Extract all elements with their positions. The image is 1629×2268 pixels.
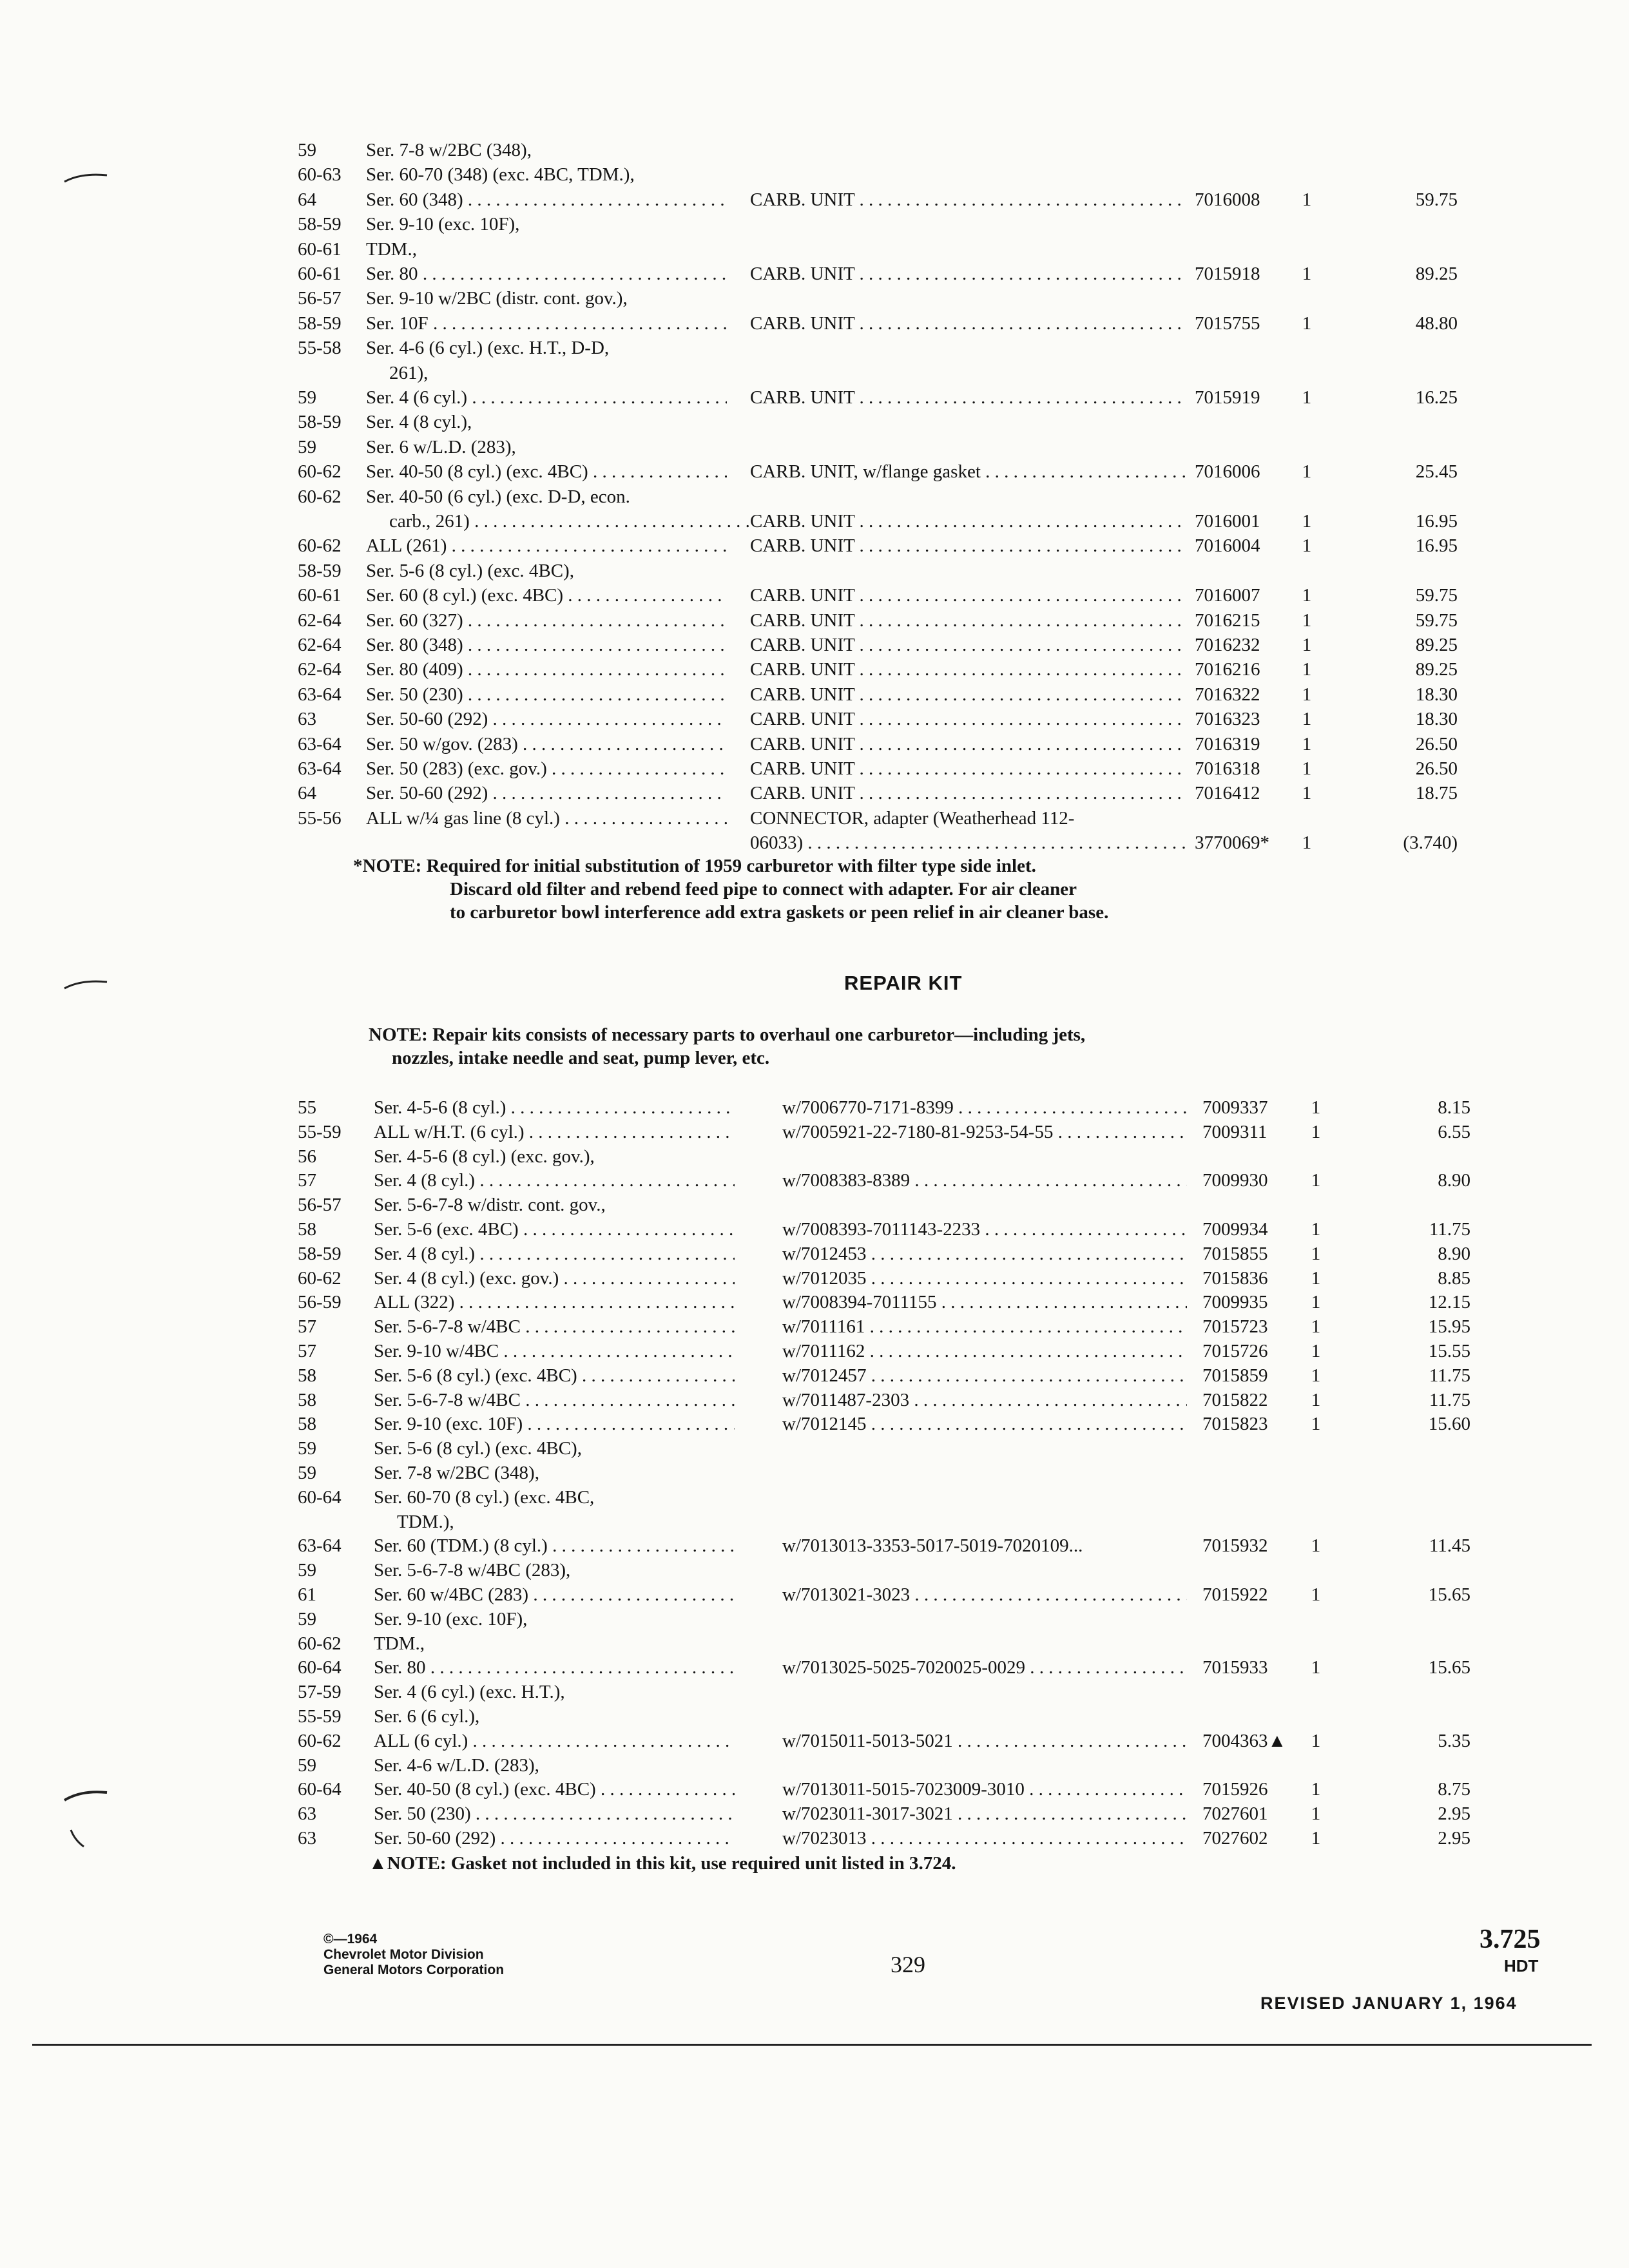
part-description: CARB. UNIT . . . (750, 608, 1187, 633)
price: 48.80 (1415, 312, 1458, 334)
quantity: 1 (1302, 709, 1312, 730)
part-number: 7016004 (1195, 535, 1260, 557)
price: 18.30 (1415, 684, 1458, 705)
application: Ser. 5-6 (8 cyl.) (exc. 4BC), (374, 1438, 582, 1459)
quantity: 1 (1311, 1584, 1321, 1605)
quantity: 1 (1311, 1365, 1321, 1386)
part-number: 7015926 (1202, 1779, 1268, 1800)
year-range: 58-59 (298, 214, 342, 235)
application: Ser. 9-10 w/4BC . . . (374, 1339, 735, 1363)
quantity: 1 (1311, 1341, 1321, 1361)
quantity: 1 (1302, 387, 1312, 408)
application: Ser. 80 (409) . . . (366, 657, 727, 682)
binder-mark-middle (62, 974, 113, 994)
application: TDM., (374, 1633, 425, 1654)
application: Ser. 60-70 (348) (exc. 4BC, TDM.), (366, 164, 635, 186)
part-description: CARB. UNIT . . . (750, 682, 1187, 707)
year-range: 59 (298, 1560, 316, 1581)
quantity: 1 (1311, 1389, 1321, 1410)
year-range: 59 (298, 140, 316, 160)
part-number: 7027601 (1202, 1803, 1268, 1825)
price: 15.60 (1428, 1414, 1470, 1435)
part-number: 7015919 (1195, 387, 1260, 408)
part-description: CARB. UNIT . . . (750, 533, 1187, 558)
part-number: 7016006 (1195, 461, 1260, 483)
price: 26.50 (1415, 758, 1458, 779)
quantity: 1 (1311, 1779, 1321, 1800)
quantity: 1 (1302, 635, 1312, 655)
application: Ser. 60 w/4BC (283) . . . (374, 1582, 735, 1607)
price: 15.65 (1428, 1657, 1470, 1678)
price: 89.25 (1415, 264, 1458, 284)
part-description: w/7023011-3017-3021 . . . (782, 1802, 1187, 1826)
application: Ser. 80 (348) . . . (366, 633, 727, 657)
part-number: 7016319 (1195, 733, 1260, 754)
price: 8.90 (1438, 1243, 1470, 1264)
price: 15.55 (1428, 1341, 1470, 1361)
application: Ser. 50 (230) . . . (374, 1802, 735, 1826)
price: 8.90 (1438, 1170, 1470, 1191)
quantity: 1 (1302, 758, 1312, 779)
quantity: 1 (1311, 1243, 1321, 1264)
application: Ser. 9-10 w/2BC (distr. cont. gov.), (366, 288, 628, 309)
price: 16.95 (1415, 535, 1458, 557)
application: ALL (322) . . . (374, 1290, 735, 1314)
quantity: 1 (1302, 733, 1312, 754)
part-description: CARB. UNIT . . . (750, 262, 1187, 286)
price: 89.25 (1415, 635, 1458, 655)
part-number: 7015922 (1202, 1584, 1268, 1605)
part-number: 7015918 (1195, 264, 1260, 284)
part-description: CARB. UNIT, w/flange gasket . . . (750, 459, 1187, 484)
part-number: 7016318 (1195, 758, 1260, 779)
application: Ser. 50 (283) (exc. gov.) . . . (366, 756, 727, 781)
part-description: w/7012453 . . . (782, 1242, 1187, 1266)
year-range: 63-64 (298, 684, 342, 705)
quantity: 1 (1302, 264, 1312, 284)
part-description: w/7006770-7171-8399 . . . (782, 1095, 1187, 1120)
part-description: w/7008383-8389 . . . (782, 1168, 1187, 1193)
quantity: 1 (1311, 1097, 1321, 1118)
year-range: 58-59 (298, 560, 342, 581)
part-description: w/7013011-5015-7023009-3010 . . . (782, 1777, 1187, 1802)
part-description: CONNECTOR, adapter (Weatherhead 112- (750, 807, 1075, 829)
part-description: w/7012035 . . . (782, 1266, 1187, 1291)
part-number: 3770069* (1195, 832, 1269, 854)
application: Ser. 4 (8 cyl.), (366, 412, 472, 433)
application: Ser. 60 (327) . . . (366, 608, 727, 633)
part-number: 7015859 (1202, 1365, 1268, 1386)
part-number: 7015755 (1195, 312, 1260, 334)
year-range: 56-57 (298, 288, 342, 309)
year-range: 59 (298, 387, 316, 408)
application: Ser. 7-8 w/2BC (348), (366, 140, 532, 160)
quantity: 1 (1311, 1657, 1321, 1678)
quantity: 1 (1302, 684, 1312, 705)
application: ALL w/H.T. (6 cyl.) . . . (374, 1120, 735, 1144)
application: ALL w/¼ gas line (8 cyl.) . . . (366, 806, 727, 831)
part-description: w/7012145 . . . (782, 1412, 1187, 1436)
part-description: w/7023013 . . . (782, 1826, 1187, 1850)
year-range: 60-64 (298, 1657, 342, 1678)
application: Ser. 5-6-7-8 w/4BC . . . (374, 1388, 735, 1412)
application: Ser. 7-8 w/2BC (348), (374, 1463, 539, 1483)
price: 5.35 (1438, 1730, 1470, 1751)
part-description: w/7015011-5013-5021 . . . (782, 1729, 1187, 1753)
quantity: 1 (1302, 783, 1312, 804)
year-range: 55-59 (298, 1121, 342, 1142)
year-range: 57 (298, 1316, 316, 1338)
section-number: 3.725 (1480, 1925, 1541, 1954)
year-range: 55-56 (298, 807, 342, 829)
year-range: 59 (298, 436, 316, 457)
price: 8.85 (1438, 1267, 1470, 1289)
application: Ser. 6 w/L.D. (283), (366, 436, 516, 457)
price: 18.30 (1415, 709, 1458, 730)
page-number: 329 (891, 1952, 925, 1977)
application: Ser. 9-10 (exc. 10F), (366, 214, 520, 235)
quantity: 1 (1302, 832, 1312, 854)
application: Ser. 5-6 (exc. 4BC) . . . (374, 1217, 735, 1242)
year-range: 60-62 (298, 1633, 342, 1654)
year-range: 58-59 (298, 1243, 342, 1264)
year-range: 62-64 (298, 635, 342, 655)
part-number: 7009337 (1202, 1097, 1268, 1118)
part-description: CARB. UNIT . . . (750, 732, 1187, 756)
part-number: 7016007 (1195, 585, 1260, 606)
connector-note-line-3: to carburetor bowl interference add extra gaskets or peen relief in air cleaner base. (450, 902, 1109, 923)
quantity: 1 (1311, 1170, 1321, 1191)
year-range: 56-59 (298, 1292, 342, 1313)
application: ALL (6 cyl.) . . . (374, 1729, 735, 1753)
application: TDM., (366, 238, 417, 260)
year-range: 60-64 (298, 1779, 342, 1800)
part-number: 7016412 (1195, 783, 1260, 804)
part-number: 7015822 (1202, 1389, 1268, 1410)
part-number: 7016232 (1195, 635, 1260, 655)
application: TDM.), (397, 1511, 454, 1532)
quantity: 1 (1302, 461, 1312, 483)
application: Ser. 9-10 (exc. 10F) . . . (374, 1412, 735, 1436)
quantity: 1 (1302, 535, 1312, 557)
price: 25.45 (1415, 461, 1458, 483)
price: 11.75 (1429, 1219, 1470, 1240)
year-range: 60-62 (298, 486, 342, 507)
part-description: CARB. UNIT . . . (750, 707, 1187, 731)
application: Ser. 5-6-7-8 w/4BC . . . (374, 1314, 735, 1339)
application: Ser. 4 (8 cyl.) . . . (374, 1242, 735, 1266)
copyright: ©—1964 (323, 1932, 378, 1946)
price: 16.25 (1415, 387, 1458, 408)
price: 2.95 (1438, 1803, 1470, 1825)
repair-kit-heading: REPAIR KIT (844, 972, 963, 994)
price: 59.75 (1415, 585, 1458, 606)
quantity: 1 (1302, 659, 1312, 680)
section-code: HDT (1504, 1956, 1539, 1975)
part-number: 7015726 (1202, 1341, 1268, 1361)
repair-kit-note-line-2: nozzles, intake needle and seat, pump lever, etc. (392, 1048, 770, 1068)
binder-mark-top (62, 168, 113, 187)
application: Ser. 50 w/gov. (283) . . . (366, 732, 727, 756)
binder-mark-bottom (62, 1778, 113, 1849)
part-description: w/7013021-3023 . . . (782, 1582, 1187, 1607)
quantity: 1 (1311, 1316, 1321, 1338)
year-range: 55 (298, 1097, 316, 1118)
part-description: w/7013025-5025-7020025-0029 . . . (782, 1655, 1187, 1680)
part-number: 7015933 (1202, 1657, 1268, 1678)
application: Ser. 4 (8 cyl.) . . . (374, 1168, 735, 1193)
year-range: 60-61 (298, 585, 342, 606)
year-range: 61 (298, 1584, 316, 1605)
division-name: Chevrolet Motor Division (323, 1947, 484, 1962)
application: Ser. 4 (8 cyl.) (exc. gov.) . . . (374, 1266, 735, 1291)
application: carb., 261) . . . (366, 509, 750, 533)
repair-kit-note-line-1: NOTE: Repair kits consists of necessary parts to overhaul one carburetor—including jets, (369, 1024, 1086, 1045)
price: 8.15 (1438, 1097, 1470, 1118)
application: Ser. 6 (6 cyl.), (374, 1706, 480, 1727)
part-description: CARB. UNIT . . . (750, 385, 1187, 410)
year-range: 59 (298, 1463, 316, 1483)
part-description: CARB. UNIT . . . (750, 657, 1187, 682)
price: 59.75 (1415, 610, 1458, 631)
quantity: 1 (1311, 1414, 1321, 1435)
year-range: 59 (298, 1608, 316, 1629)
part-number: 7009311 (1202, 1121, 1268, 1142)
year-range: 56-57 (298, 1195, 342, 1216)
year-range: 55-59 (298, 1706, 342, 1727)
application: Ser. 50 (230) . . . (366, 682, 727, 707)
year-range: 57 (298, 1170, 316, 1191)
year-range: 60-62 (298, 1730, 342, 1751)
part-number: 7009935 (1202, 1292, 1268, 1313)
application: Ser. 40-50 (8 cyl.) (exc. 4BC) . . . (366, 459, 727, 484)
quantity: 1 (1311, 1219, 1321, 1240)
price: (3.740) (1403, 832, 1458, 854)
part-description: 06033) . . . (750, 831, 1187, 855)
year-range: 60-61 (298, 238, 342, 260)
part-number: 7015823 (1202, 1414, 1268, 1435)
price: 89.25 (1415, 659, 1458, 680)
year-range: 58 (298, 1414, 316, 1435)
year-range: 63-64 (298, 1535, 342, 1557)
application: Ser. 60 (8 cyl.) (exc. 4BC) . . . (366, 583, 727, 608)
part-number: 7016216 (1195, 659, 1260, 680)
part-description: CARB. UNIT . . . (750, 509, 1187, 533)
price: 11.75 (1429, 1389, 1470, 1410)
application: Ser. 40-50 (8 cyl.) (exc. 4BC) . . . (374, 1777, 735, 1802)
price: 15.65 (1428, 1584, 1470, 1605)
gasket-note: ▲NOTE: Gasket not included in this kit, use required unit listed in 3.724. (369, 1853, 956, 1874)
corporation-name: General Motors Corporation (323, 1963, 505, 1977)
application: Ser. 4 (6 cyl.) (exc. H.T.), (374, 1682, 565, 1703)
year-range: 59 (298, 1754, 316, 1776)
part-number: 7016323 (1195, 709, 1260, 730)
part-number: 7015723 (1202, 1316, 1268, 1338)
application: Ser. 5-6-7-8 w/4BC (283), (374, 1560, 571, 1581)
quantity: 1 (1302, 585, 1312, 606)
year-range: 60-63 (298, 164, 342, 186)
quantity: 1 (1311, 1803, 1321, 1825)
price: 26.50 (1415, 733, 1458, 754)
application: Ser. 50-60 (292) . . . (366, 781, 727, 805)
part-description: w/7011487-2303 . . . (782, 1388, 1187, 1412)
application: Ser. 80 . . . (374, 1655, 735, 1680)
price: 16.95 (1415, 511, 1458, 532)
price: 2.95 (1438, 1828, 1470, 1849)
part-description: CARB. UNIT . . . (750, 633, 1187, 657)
application: Ser. 5-6 (8 cyl.) (exc. 4BC), (366, 560, 574, 581)
price: 6.55 (1438, 1121, 1470, 1142)
year-range: 60-64 (298, 1486, 342, 1508)
part-number: 7015855 (1202, 1243, 1268, 1264)
year-range: 60-62 (298, 535, 342, 557)
year-range: 62-64 (298, 610, 342, 631)
application: Ser. 4-5-6 (8 cyl.) (exc. gov.), (374, 1146, 595, 1167)
year-range: 60-61 (298, 264, 342, 284)
part-description: CARB. UNIT . . . (750, 187, 1187, 212)
revision-date: REVISED JANUARY 1, 1964 (1260, 1994, 1518, 2013)
year-range: 56 (298, 1146, 316, 1167)
application: Ser. 60-70 (8 cyl.) (exc. 4BC, (374, 1486, 595, 1508)
year-range: 57-59 (298, 1682, 342, 1703)
bottom-rule (32, 2044, 1592, 2046)
year-range: 64 (298, 189, 316, 210)
price: 11.75 (1429, 1365, 1470, 1386)
part-description: w/7005921-22-7180-81-9253-54-55 . . . (782, 1120, 1187, 1144)
price: 11.45 (1429, 1535, 1470, 1557)
application: Ser. 40-50 (6 cyl.) (exc. D-D, econ. (366, 486, 630, 507)
year-range: 58-59 (298, 412, 342, 433)
quantity: 1 (1302, 312, 1312, 334)
year-range: 64 (298, 783, 316, 804)
application: Ser. 5-6-7-8 w/distr. cont. gov., (374, 1195, 606, 1216)
year-range: 58 (298, 1365, 316, 1386)
part-description: CARB. UNIT . . . (750, 781, 1187, 805)
quantity: 1 (1302, 511, 1312, 532)
part-description: CARB. UNIT . . . (750, 583, 1187, 608)
year-range: 63-64 (298, 758, 342, 779)
year-range: 57 (298, 1341, 316, 1361)
price: 12.15 (1428, 1292, 1470, 1313)
application: Ser. 80 . . . (366, 262, 727, 286)
part-number: 7016322 (1195, 684, 1260, 705)
year-range: 62-64 (298, 659, 342, 680)
quantity: 1 (1311, 1292, 1321, 1313)
year-range: 63 (298, 1828, 316, 1849)
part-description: w/7011161 . . . (782, 1314, 1187, 1339)
application: Ser. 50-60 (292) . . . (366, 707, 727, 731)
application: Ser. 50-60 (292) . . . (374, 1826, 735, 1850)
connector-note-line-1: *NOTE: Required for initial substitution of 1959 carburetor with filter type side inlet. (353, 856, 1036, 876)
year-range: 59 (298, 1438, 316, 1459)
part-number: 7016008 (1195, 189, 1260, 210)
year-range: 55-58 (298, 338, 342, 359)
part-description: w/7011162 . . . (782, 1339, 1187, 1363)
part-description: w/7008394-7011155 . . . (782, 1290, 1187, 1314)
year-range: 60-62 (298, 461, 342, 483)
quantity: 1 (1302, 610, 1312, 631)
year-range: 58 (298, 1389, 316, 1410)
part-description: w/7012457 . . . (782, 1363, 1187, 1388)
quantity: 1 (1302, 189, 1312, 210)
part-number: 7027602 (1202, 1828, 1268, 1849)
part-description: w/7008393-7011143-2233 . . . (782, 1217, 1187, 1242)
year-range: 63 (298, 709, 316, 730)
price: 59.75 (1415, 189, 1458, 210)
year-range: 58-59 (298, 312, 342, 334)
quantity: 1 (1311, 1828, 1321, 1849)
application: Ser. 4 (6 cyl.) . . . (366, 385, 727, 410)
part-number: 7015836 (1202, 1267, 1268, 1289)
connector-note-line-2: Discard old filter and rebend feed pipe to connect with adapter. For air cleaner (450, 879, 1077, 899)
application: ALL (261) . . . (366, 533, 727, 558)
part-number: 7004363▲ (1202, 1730, 1287, 1751)
year-range: 60-62 (298, 1267, 342, 1289)
part-number: 7016215 (1195, 610, 1260, 631)
application: Ser. 5-6 (8 cyl.) (exc. 4BC) . . . (374, 1363, 735, 1388)
quantity: 1 (1311, 1535, 1321, 1557)
application: Ser. 4-6 (6 cyl.) (exc. H.T., D-D, (366, 338, 610, 359)
year-range: 58 (298, 1219, 316, 1240)
publisher-block (323, 1932, 504, 1978)
part-number: 7009934 (1202, 1219, 1268, 1240)
part-number: 7009930 (1202, 1170, 1268, 1191)
part-description: CARB. UNIT . . . (750, 756, 1187, 781)
quantity: 1 (1311, 1730, 1321, 1751)
application: Ser. 60 (TDM.) (8 cyl.) . . . (374, 1533, 735, 1558)
part-description: CARB. UNIT . . . (750, 311, 1187, 336)
part-number: 7016001 (1195, 511, 1260, 532)
year-range: 63-64 (298, 733, 342, 754)
price: 15.95 (1428, 1316, 1470, 1338)
application: 261), (389, 362, 429, 383)
application: Ser. 10F . . . (366, 311, 727, 336)
application: Ser. 60 (348) . . . (366, 187, 727, 212)
application: Ser. 4-6 w/L.D. (283), (374, 1754, 539, 1776)
year-range: 63 (298, 1803, 316, 1825)
price: 18.75 (1415, 783, 1458, 804)
price: 8.75 (1438, 1779, 1470, 1800)
quantity: 1 (1311, 1267, 1321, 1289)
application: Ser. 4-5-6 (8 cyl.) . . . (374, 1095, 735, 1120)
part-number: 7015932 (1202, 1535, 1268, 1557)
quantity: 1 (1311, 1121, 1321, 1142)
application: Ser. 9-10 (exc. 10F), (374, 1608, 528, 1629)
part-description: w/7013013-3353-5017-5019-7020109... (782, 1535, 1083, 1557)
